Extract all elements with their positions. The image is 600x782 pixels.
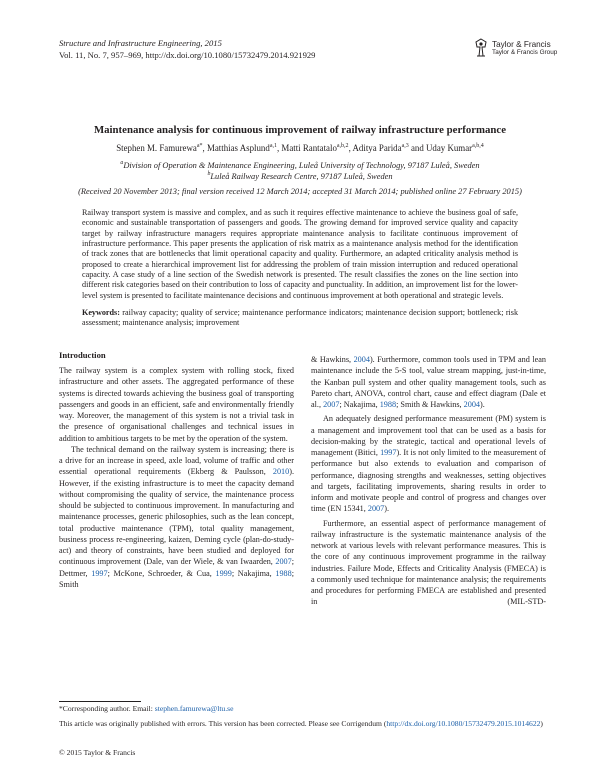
publisher-name: Taylor & Francis (492, 40, 551, 49)
received-dates: (Received 20 November 2013; final version received 12 March 2014; accepted 31 March 2014; published online 27 February 2015) (78, 187, 522, 196)
section-heading-introduction: Introduction (59, 350, 106, 360)
paragraph-text: ; Smith (59, 568, 295, 589)
keywords-label: Keywords: (82, 308, 120, 318)
affiliation-mark: b (207, 171, 211, 177)
abstract-text: Railway transport system is massive and complex, and as such it requires effective maintenance to achieve the business goal of safe, economic and sustainable transportation of passengers and goods. The growing demand for improved service quality and capacity target by railway infrastructure managers requires appropriate maintenance analysis to facilitate continuous improvement of infrastructure performance. This paper presents the application of risk matrix as a maintenance analysis method for the identification of track zones that are bottlenecks that limit operational capacity and quality. Furthermore, an adapted criticality analysis method is proposed to create a hierarchical improvement list for addressing the problem of train mission interruption and reduced operational capacity. A case study of a line section of the Swedish network is presented. The result classifies the zones on the line section into different risk categories based on their contribution to loss of capacity and punctuality. In addition, an improvement list for the lower-level system is presented to facilitate maintenance decisions and continuous improvement at both operational and strategic levels. (82, 208, 518, 300)
paragraph-text: ; Dettmer, (59, 557, 294, 578)
corrigendum-link[interactable]: http://dx.doi.org/10.1080/15732479.2015.1014622 (386, 719, 541, 728)
publisher-group: Taylor & Francis Group (492, 49, 558, 56)
author-name: Stephen M. Famurewa (116, 142, 197, 153)
paragraph-text: ; Nakajima, (231, 568, 276, 578)
author-name: Matthias Asplund (206, 142, 270, 153)
footnote-text: ) (540, 719, 543, 728)
affiliation-mark: a (120, 160, 124, 166)
author-name: Uday Kumar (426, 142, 473, 153)
paragraph-text: ; Smith & Hawkins, (396, 400, 464, 409)
article-title: Maintenance analysis for continuous improvement of railway infrastructure performance (93, 124, 507, 136)
author-affiliation-mark: a,b,4 (472, 143, 484, 149)
copyright-notice: © 2015 Taylor & Francis (59, 748, 136, 757)
citation-link[interactable]: 2007 (367, 504, 385, 514)
journal-volume: Vol. 11, No. 7, 957–969, (59, 49, 146, 60)
author-list (0, 141, 600, 154)
journal-name: Structure and Infrastructure Engineering, 2015 (59, 38, 222, 48)
author-separator: , (348, 142, 353, 153)
citation-link[interactable]: 2007 (323, 400, 340, 409)
author-separator: and (408, 142, 426, 153)
corresponding-author-note (59, 704, 233, 714)
paragraph-text: An adequately designed performance measurement (PM) system is a management and improvement tool that can be used as a basis for decision-making by the strategic, tactical and operational levels of management (Bitici, (311, 414, 546, 457)
paragraph-text: ). (384, 504, 390, 514)
abstract-block (82, 208, 518, 329)
journal-header (59, 38, 315, 61)
paragraph-text: ). (480, 400, 485, 409)
author-name: Aditya Parida (352, 142, 402, 153)
author-separator: , (202, 142, 207, 153)
paragraph: The railway system is a complex system with rolling stock, fixed infrastructure and other assets. The aggregated performance of these systems is directed towards achieving the business goal of transporting passengers and goods in an efficient, safe and environmentally friendly way. Moreover, the management of this system is not a trivial task in the presence of organisational challenges and technical issues in addition to ambitious targets to be met by the operation of the system. (59, 366, 294, 443)
citation-link[interactable]: 2004 (463, 400, 480, 409)
citation-link[interactable]: 1999 (215, 568, 232, 578)
citation-link[interactable]: 1997 (380, 448, 397, 457)
author-affiliation-mark: a* (196, 143, 203, 149)
footnote-text: *Corresponding author. Email: (59, 704, 155, 713)
affiliation-b (0, 169, 600, 182)
paragraph-text: ). It is not only limited to the measurement of performance but also extends to evaluation and comparison of performance, diagnosing strengths and weaknesses, setting objectives and targets, facilitating improvements, sharing results in order to inform and motivate people and control of progress and changes over time (EN 15341, (311, 448, 546, 514)
erratum-note (59, 719, 551, 729)
paragraph (311, 354, 546, 410)
footnote-rule (59, 701, 141, 702)
publisher-logo (473, 37, 558, 61)
citation-link[interactable]: 1988 (379, 400, 397, 409)
author-affiliation-mark: a,b,2 (336, 143, 349, 149)
author-affiliation-mark: a,3 (401, 143, 409, 149)
paragraph: Furthermore, an essential aspect of performance management of railway infrastructure is the systematic maintenance analysis of the network at various levels with relevant performance measures. This is the core of any continuous improvement programme in the railway industries. Failure Mode, Effects and Criticality Analysis (FMECA) is a commonly used technique for maintenance analysis; the requirements and procedures for performing FMECA are established and presented in (MIL-STD- (311, 518, 546, 607)
paragraph-text: ). However, if the existing infrastructure is to meet the capacity demand without compromising the quality of service, the maintenance process should be subjected to continuous improvement. In manufacturing and maintenance processes, generic philosophies, such as the lean concept, total productive maintenance (TPM), total quality management, business process re-engineering, kaizen, Deming cycle (plan-do-study-act) and theory of constraints, have been studied and deployed for continuous improvement (Dale, van der Wiele, & van Iwaarden, (59, 467, 294, 567)
taylor-francis-logo-icon (473, 38, 489, 58)
citation-link[interactable]: 2010 (272, 467, 290, 477)
paragraph-text: The technical demand on the railway system is increasing; there is a drive for an increase in speed, axle load, volume of traffic and other essential operational requirements (Ekberg & Paulsson, (59, 444, 294, 477)
author-email-link[interactable]: stephen.famurewa@ltu.se (154, 704, 234, 713)
journal-volume-line (59, 50, 315, 62)
affiliation-text: Division of Operation & Maintenance Engineering, Luleå University of Technology, 97187 Luleå, Sweden (123, 160, 480, 170)
journal-doi-link[interactable]: http://dx.doi.org/10.1080/15732479.2014.921929 (145, 49, 316, 60)
keywords-line (82, 308, 518, 329)
paragraph (59, 444, 294, 590)
citation-link[interactable]: 1997 (91, 568, 108, 578)
author-separator: , (276, 142, 282, 153)
citation-link[interactable]: 2007 (275, 557, 292, 567)
affiliation-text: Luleå Railway Research Centre, 97187 Luleå, Sweden (210, 171, 393, 181)
paragraph-text: & Hawkins, (311, 355, 354, 364)
author-affiliation-mark: a,1 (269, 143, 277, 149)
paragraph-text: ; McKone, Schroeder, & Cua, (107, 568, 216, 578)
paragraph-text: ). Furthermore, common tools used in TPM and lean maintenance include the 5-S tool, value stream mapping, just-in-time, the Kanban pull system and other quality management tools, such as Pareto chart, ANOVA, control chart, cause and effect diagram (Dale et al., (311, 355, 546, 409)
author-name: Matti Rantatalo (281, 142, 337, 153)
keywords-text: railway capacity; quality of service; maintenance performance indicators; maintenance decision support; bottleneck; risk assessment; maintenance analysis; improvement (82, 308, 519, 328)
citation-link[interactable]: 2004 (353, 355, 370, 364)
footnote-text: This article was originally published with errors. This version has been corrected. Please see Corrigendum ( (59, 719, 387, 728)
paragraph (311, 413, 546, 514)
citation-link[interactable]: 1988 (275, 568, 292, 578)
paragraph-text: ; Nakajima, (339, 400, 380, 409)
body-column-right (311, 354, 546, 608)
body-column-left (59, 350, 294, 590)
